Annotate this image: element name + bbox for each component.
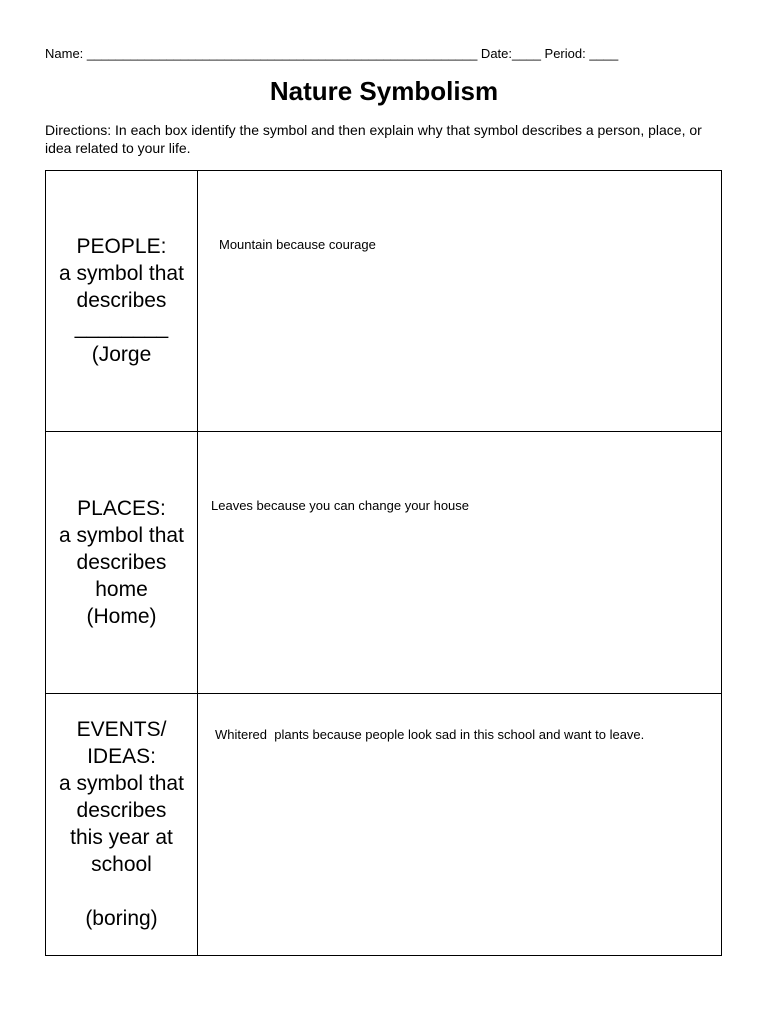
page-title: Nature Symbolism [269,76,499,106]
people-label-cell [46,171,198,432]
places-label: PLACES: a symbol that describes home (Home) [59,497,184,628]
table-row-events-ideas [46,694,722,956]
places-answer-cell[interactable] [198,432,722,694]
people-label: PEOPLE: a symbol that describes ________ (Jorge [59,235,184,366]
events-ideas-label: EVENTS/ IDEAS: a symbol that describes this year at school (boring) [59,718,184,930]
events-ideas-answer-cell[interactable] [198,694,722,956]
people-answer-cell[interactable] [198,171,722,432]
directions-text: Directions: In each box identify the symbol and then explain why that symbol describes a person, place, or idea related to your life. [45,122,702,156]
events-ideas-label-cell [46,694,198,956]
people-answer: Mountain because courage [219,237,376,252]
events-ideas-answer: Whitered plants because people look sad in this school and want to leave. [215,727,645,742]
places-answer: Leaves because you can change your house [211,498,470,513]
table-row-places [46,432,722,694]
places-label-cell [46,432,198,694]
table-row-people [46,171,722,432]
symbol-table [45,170,722,956]
name-date-period-line: Name: ______________________________________________________ Date:____ Period: ____ [45,46,619,61]
